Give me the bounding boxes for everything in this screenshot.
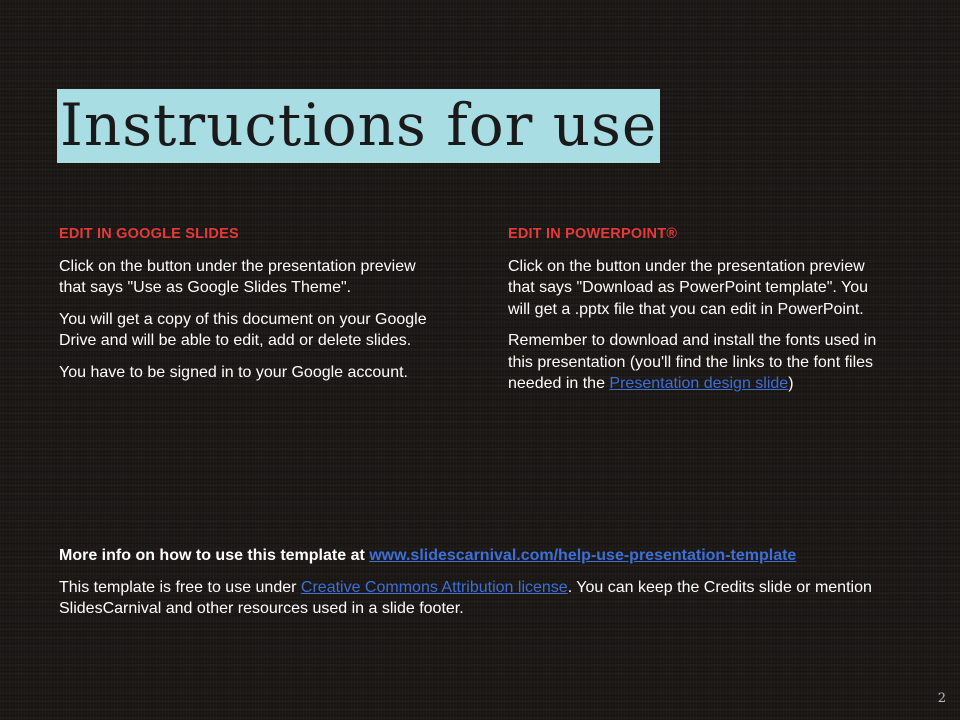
- powerpoint-paragraph-2-text: Remember to download and install the fonts used in this presentation (you'll find the links to the font files needed in the: [508, 332, 877, 392]
- powerpoint-heading: EDIT IN POWERPOINT®: [508, 226, 678, 242]
- license-line: [59, 577, 879, 620]
- title-highlight: [57, 89, 660, 163]
- google-slides-paragraph-1: Click on the button under the presentation preview that says "Use as Google Slides Theme".: [59, 257, 416, 296]
- powerpoint-paragraph-2: [508, 330, 888, 395]
- google-slides-paragraph-2: You will get a copy of this document on your Google Drive and will be able to edit, add or delete slides.: [59, 310, 427, 349]
- powerpoint-paragraph-1: Click on the button under the presentation preview that says "Download as PowerPoint template". You will get a .pptx file that you can edit in PowerPoint.: [508, 257, 869, 318]
- powerpoint-paragraph-2-close: ): [788, 375, 794, 392]
- slide-title: Instructions for use: [60, 91, 658, 159]
- page-number: 2: [937, 691, 946, 706]
- google-slides-heading: EDIT IN GOOGLE SLIDES: [59, 226, 239, 242]
- google-slides-column: [59, 224, 439, 393]
- help-url-link[interactable]: www.slidescarnival.com/help-use-presentation-template: [369, 547, 797, 564]
- bottom-info: [59, 545, 879, 630]
- license-text-before: This template is free to use under: [59, 578, 301, 596]
- more-info-line: [59, 545, 879, 567]
- google-slides-paragraph-3: You have to be signed in to your Google account.: [59, 363, 408, 381]
- more-info-text: More info on how to use this template at: [59, 547, 370, 564]
- license-text-after: . You can keep the Credits slide or mention SlidesCarnival and other resources used in a slide footer.: [59, 578, 872, 617]
- creative-commons-link[interactable]: Creative Commons Attribution license: [300, 578, 568, 596]
- presentation-design-slide-link[interactable]: Presentation design slide: [609, 375, 789, 392]
- powerpoint-column: [508, 224, 888, 405]
